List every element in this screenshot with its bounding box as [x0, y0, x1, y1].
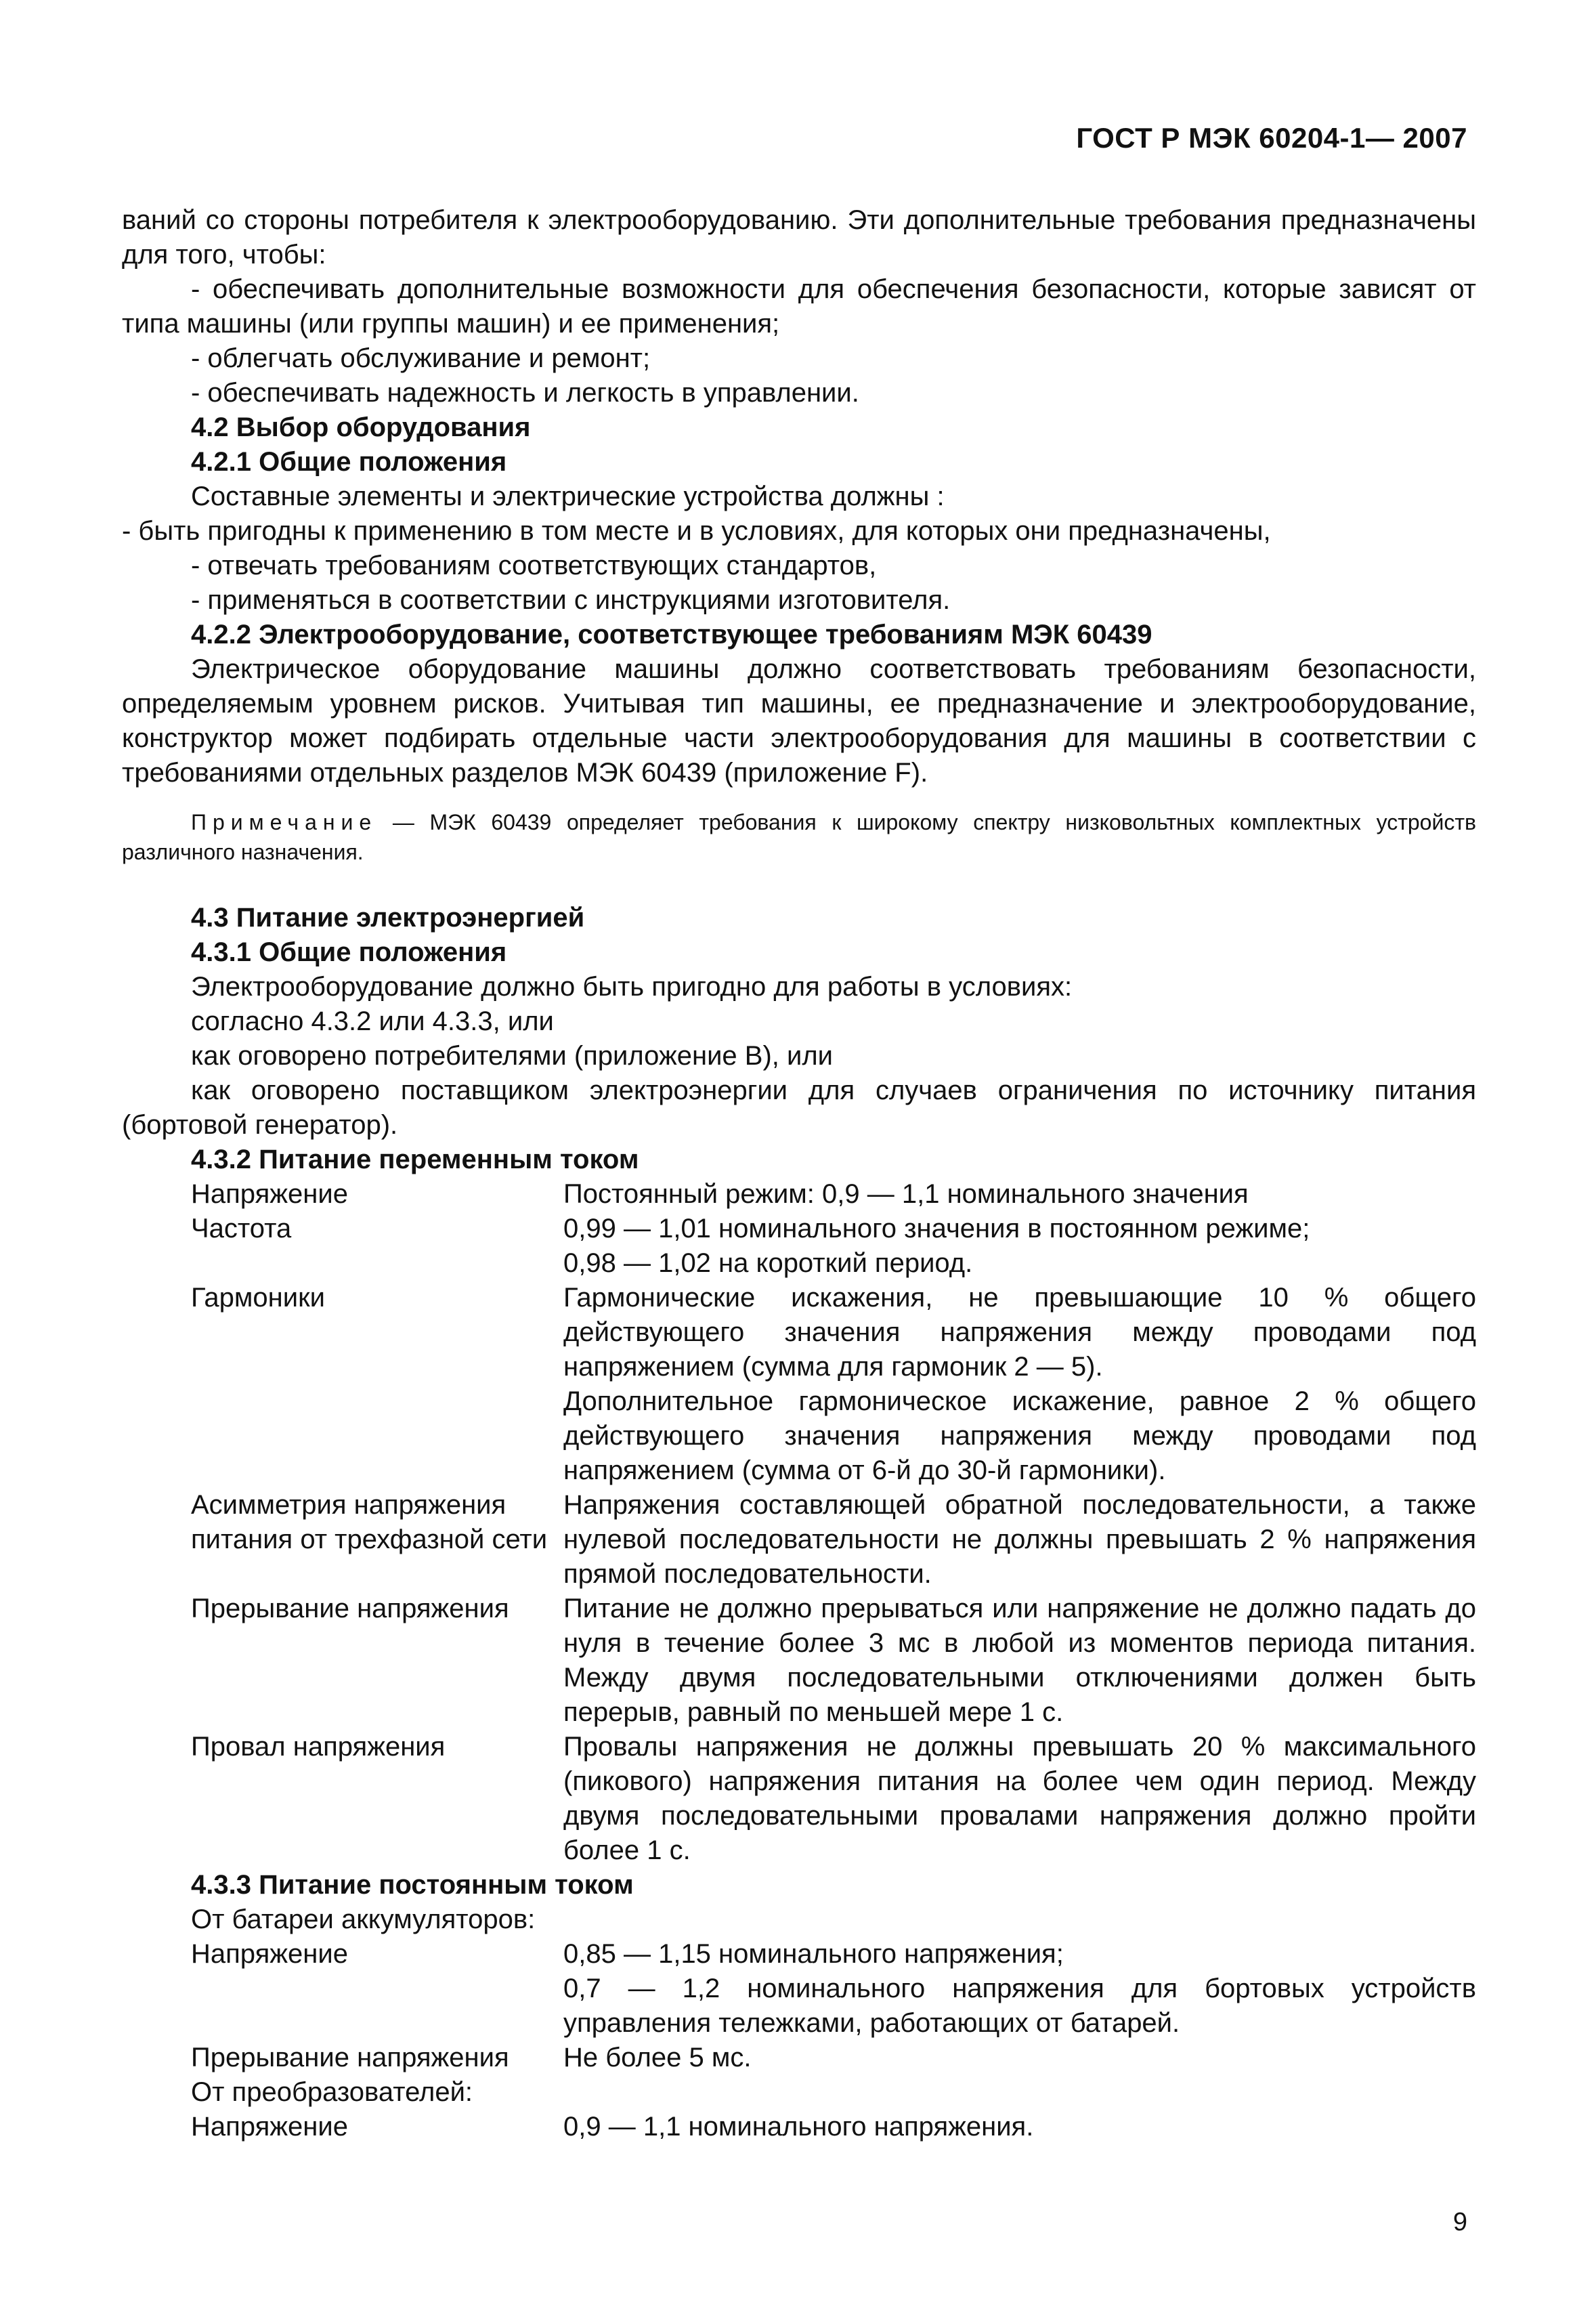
dc-supply-table — [122, 1902, 1476, 2144]
paragraph: Составные элементы и электрические устройства должны : — [191, 482, 945, 511]
list-item: согласно 4.3.2 или 4.3.3, или — [191, 1006, 554, 1036]
table-row — [191, 1212, 1476, 1281]
row-label: Провал напряжения — [191, 1732, 446, 1762]
page-number: 9 — [1452, 2208, 1467, 2236]
intro-bullet: - облегчать обслуживание и ремонт; — [191, 343, 651, 373]
row-label: Напряжение — [191, 1939, 348, 1969]
note-label: Примечание — [191, 810, 378, 834]
row-value: Не более 5 мс. — [563, 2043, 752, 2072]
section-heading-4-2-2: 4.2.2 Электрооборудование, соответствующее требованиям МЭК 60439 — [191, 620, 1152, 650]
table-row — [191, 1937, 1476, 2041]
section-heading-4-3-1: 4.3.1 Общие положения — [191, 937, 507, 967]
row-label: Прерывание напряжения — [191, 2043, 509, 2072]
row-value: 0,98 — 1,02 на короткий период. — [563, 1248, 973, 1278]
table-row — [191, 1488, 1476, 1592]
list-item: - быть пригодны к применению в том месте и в условиях, для которых они предназначены, — [122, 516, 1271, 546]
paragraph: Электрическое оборудование машины должно соответствовать требованиям безопасности, определяемым уровнем рисков. Учитывая тип машины, ее предназначение и электрооборудование, конструктор может подбирать отдельные части электрооборудования для машины в соответствии с требованиями отдельных разделов МЭК 60439 (приложение F). — [122, 654, 1476, 788]
document-body — [122, 203, 1476, 2144]
row-value: 0,7 — 1,2 номинального напряжения для бортовых устройств управления тележками, работающих от батарей. — [563, 1974, 1476, 2038]
row-value: Дополнительное гармоническое искажение, равное 2 % общего действующего значения напряжения между проводами под напряжением (сумма от 6-й до 30-й гармоники). — [563, 1386, 1476, 1485]
row-label: Прерывание напряжения — [191, 1594, 509, 1623]
note — [122, 807, 1476, 867]
ac-supply-table — [122, 1177, 1476, 1868]
section-heading-4-2-1: 4.2.1 Общие положения — [191, 447, 507, 477]
list-item: как оговорено потребителями (приложение В), или — [191, 1041, 834, 1071]
list-item: как оговорено поставщиком электроэнергии для случаев ограничения по источнику питания (бортовой генератор). — [122, 1076, 1476, 1140]
section-heading-4-3-2: 4.3.2 Питание переменным током — [191, 1145, 639, 1174]
row-value: 0,85 — 1,15 номинального напряжения; — [563, 1939, 1064, 1969]
row-value: 0,99 — 1,01 номинального значения в постоянном режиме; — [563, 1214, 1310, 1243]
row-value: 0,9 — 1,1 номинального напряжения. — [563, 2112, 1034, 2142]
section-heading-4-3-3: 4.3.3 Питание постоянным током — [191, 1870, 634, 1900]
row-value: Гармонические искажения, не превышающие 10 % общего действующего значения напряжения между проводами под напряжением (сумма для гармоник 2 — 5). — [563, 1283, 1476, 1382]
section-heading-4-3: 4.3 Питание электроэнергией — [191, 903, 585, 933]
row-label: Асимметрия напряжения питания от трехфазной сети — [191, 1490, 548, 1554]
list-item: - применяться в соответствии с инструкциями изготовителя. — [191, 585, 951, 615]
table-row — [191, 1177, 1476, 1212]
table-row — [191, 1281, 1476, 1488]
row-value: Напряжения составляющей обратной последовательности, а также нулевой последовательности не должны превышать 2 % напряжения прямой последовательности. — [563, 1490, 1476, 1589]
table-row — [191, 1592, 1476, 1730]
table-row — [191, 2110, 1476, 2144]
row-label: Напряжение — [191, 1179, 348, 1209]
row-value: Постоянный режим: 0,9 — 1,1 номинального значения — [563, 1179, 1249, 1209]
table-row — [191, 2041, 1476, 2075]
paragraph: Электрооборудование должно быть пригодно для работы в условиях: — [191, 972, 1073, 1002]
row-value: Питание не должно прерываться или напряжение не должно падать до нуля в течение более 3 мс в любой из моментов периода питания. Между двумя последовательными отключениями должен быть перерыв, равный по меньшей мере 1 с. — [563, 1594, 1476, 1727]
list-item: - отвечать требованиям соответствующих стандартов, — [191, 551, 877, 580]
table-row — [191, 1730, 1476, 1868]
row-label: Частота — [191, 1214, 292, 1243]
intro-bullet: - обеспечивать надежность и легкость в управлении. — [191, 378, 859, 408]
document-header: ГОСТ Р МЭК 60204-1— 2007 — [1076, 122, 1467, 154]
section-heading-4-2: 4.2 Выбор оборудования — [191, 412, 531, 442]
subheading: От батареи аккумуляторов: — [191, 1905, 536, 1934]
subheading: От преобразователей: — [191, 2077, 473, 2107]
intro-bullet: - обеспечивать дополнительные возможности для обеспечения безопасности, которые зависят от типа машины (или группы машин) и ее применения; — [122, 274, 1476, 339]
note-text: — МЭК 60439 определяет требования к широкому спектру низковольтных комплектных устройств различного назначения. — [122, 810, 1476, 864]
intro-paragraph: ваний со стороны потребителя к электрооборудованию. Эти дополнительные требования предназначены для того, чтобы: — [122, 205, 1476, 270]
row-label: Напряжение — [191, 2112, 348, 2142]
row-value: Провалы напряжения не должны превышать 20 % максимального (пикового) напряжения питания на более чем один период. Между двумя последовательными провалами напряжения должно пройти более 1 с. — [563, 1732, 1476, 1865]
row-label: Гармоники — [191, 1283, 325, 1313]
